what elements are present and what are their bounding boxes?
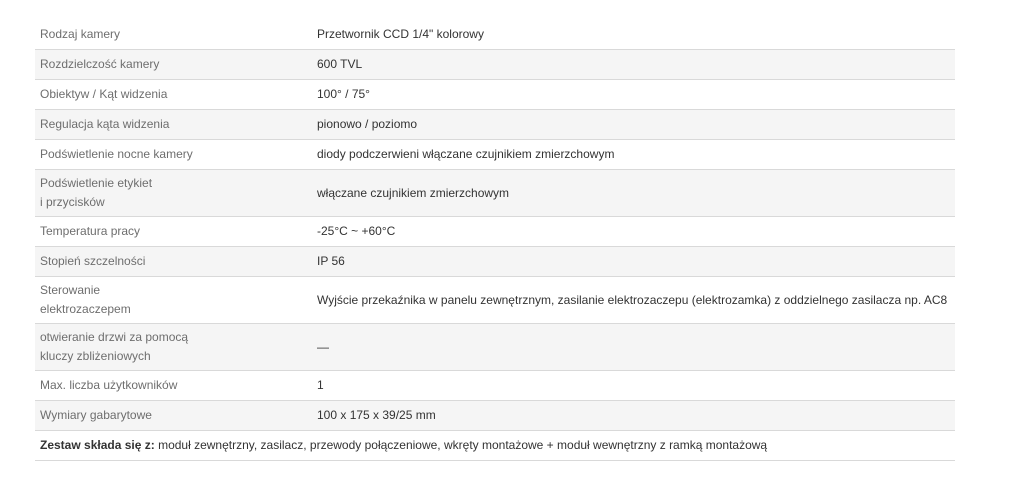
spec-value: włączane czujnikiem zmierzchowym	[317, 185, 510, 200]
spec-value: 100 x 175 x 39/25 mm	[317, 408, 436, 422]
spec-label-line: Podświetlenie etykiet	[40, 176, 153, 190]
spec-label	[35, 277, 312, 324]
spec-label: Stopień szczelności	[40, 254, 146, 268]
spec-value: IP 56	[317, 254, 345, 268]
spec-value: 1	[317, 378, 324, 392]
table-row	[35, 277, 955, 324]
spec-label	[35, 170, 312, 217]
spec-label: Wymiary gabarytowe	[40, 408, 152, 422]
table-row	[35, 140, 955, 170]
table-row	[35, 170, 955, 217]
spec-label: Podświetlenie nocne kamery	[40, 147, 193, 161]
spec-value: pionowo / poziomo	[317, 117, 418, 131]
spec-label-line: otwieranie drzwi za pomocą	[40, 330, 189, 344]
spec-value: —	[317, 339, 329, 354]
table-row	[35, 80, 955, 110]
table-row	[35, 20, 955, 50]
spec-value: -25°C ~ +60°C	[317, 224, 396, 238]
spec-label-line: elektrozaczepem	[40, 302, 131, 316]
table-row	[35, 401, 955, 431]
table-row	[35, 110, 955, 140]
table-row	[35, 431, 955, 461]
spec-label	[35, 324, 312, 371]
table-row	[35, 371, 955, 401]
kit-contents	[35, 431, 955, 461]
spec-value: diody podczerwieni włączane czujnikiem zmierzchowym	[317, 147, 615, 161]
spec-value: Przetwornik CCD 1/4" kolorowy	[317, 27, 484, 41]
table-row	[35, 50, 955, 80]
spec-value: 100° / 75°	[317, 87, 370, 101]
spec-label: Max. liczba użytkowników	[40, 378, 178, 392]
spec-table	[35, 20, 955, 461]
spec-label: Rodzaj kamery	[40, 27, 121, 41]
spec-label: Obiektyw / Kąt widzenia	[40, 87, 168, 101]
spec-label: Regulacja kąta widzenia	[40, 117, 170, 131]
spec-label: Temperatura pracy	[40, 224, 141, 238]
table-row	[35, 324, 955, 371]
kit-contents-heading: Zestaw składa się z:	[40, 438, 155, 452]
spec-label-line: i przycisków	[40, 195, 105, 209]
spec-label-line: Sterowanie	[40, 283, 101, 297]
spec-label: Rozdzielczość kamery	[40, 57, 160, 71]
table-row	[35, 217, 955, 247]
spec-value: Wyjście przekaźnika w panelu zewnętrznym, zasilanie elektrozaczepu (elektrozamka) z oddzielnego zasilacza np. AC8	[317, 292, 948, 307]
spec-label-line: kluczy zbliżeniowych	[40, 349, 151, 363]
kit-contents-text: moduł zewnętrzny, zasilacz, przewody połączeniowe, wkręty montażowe + moduł wewnętrzny z ramką montażową	[154, 438, 768, 452]
table-row	[35, 247, 955, 277]
spec-value: 600 TVL	[317, 57, 363, 71]
